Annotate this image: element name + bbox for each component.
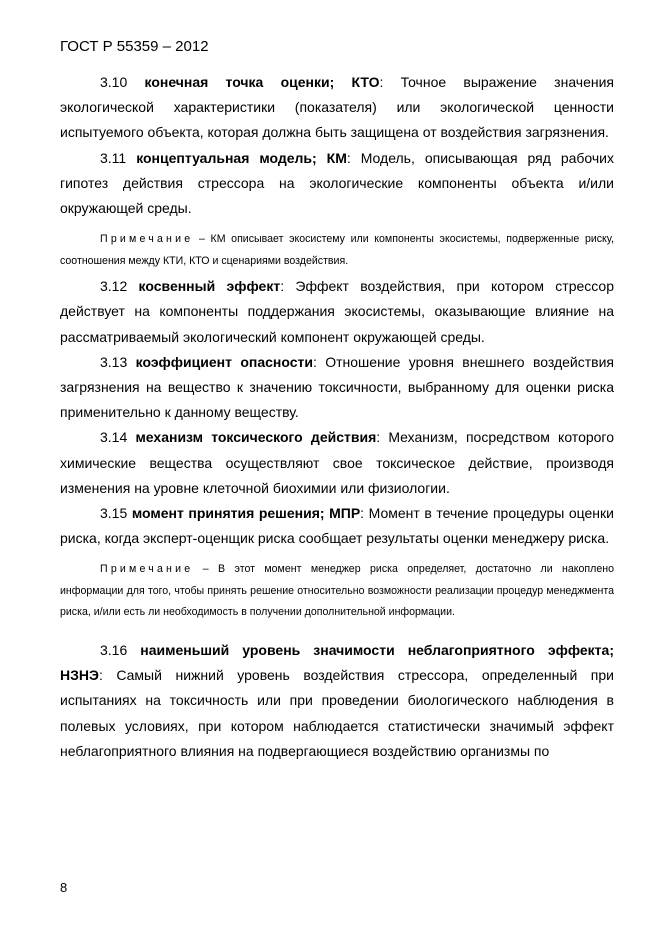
term-name: конечная точка оценки; КТО (144, 74, 380, 90)
term-entry-3-15 (60, 501, 614, 551)
note-text: – КМ описывает экосистему или компоненты экосистемы, подверженные риску, соотношения между КТИ, КТО и сценариями воздействия. (60, 233, 614, 267)
page-number: 8 (60, 880, 68, 895)
note-2 (60, 559, 614, 624)
term-entry-3-16 (60, 638, 614, 764)
note-label: Примечание (100, 563, 194, 576)
document-body (60, 70, 614, 764)
term-entry-3-11 (60, 146, 614, 222)
note-label: Примечание (100, 233, 194, 246)
term-entry-3-14 (60, 425, 614, 501)
term-entry-3-10 (60, 70, 614, 146)
term-number: 3.13 (100, 353, 128, 370)
term-definition: : Отношение уровня внешнего воздействия загрязнения на вещество к значению токсичности, выбранному для оценки риска применительно к данному веществу. (60, 353, 615, 421)
term-entry-3-13 (60, 350, 614, 426)
term-number: 3.16 (100, 641, 128, 658)
term-definition: : Самый нижний уровень воздействия стрессора, определенный при испытаниях на токсичность или при проведении биологического наблюдения в полевых условиях, при котором наблюдается статистически значимый эффект неблагоприятного влияния на подвергающиеся воздействию организмы по (60, 667, 614, 759)
term-number: 3.11 (100, 149, 127, 166)
term-definition: : Эффект воздействия, при котором стрессор действует на компоненты поддержания экосистемы, оказывающие влияние на рассматриваемый экологический компонент окружающей среды. (60, 278, 614, 345)
term-definition: : Механизм, посредством которого химические вещества осуществляют свое токсическое действие, производя изменения на уровне клеточной биохимии или физиологии. (60, 429, 615, 496)
term-entry-3-12 (60, 274, 614, 350)
term-name: момент принятия решения; МПР (131, 505, 361, 522)
term-name: коэффициент опасности (135, 353, 313, 370)
note-1 (60, 229, 614, 272)
term-definition: : Точное выражение значения экологической характеристики (показателя) или экологической ценности испытуемого объекта, которая должна быть защищена от воздействия загрязнения. (60, 74, 615, 141)
term-name: косвенный эффект (138, 278, 281, 295)
term-definition: : Момент в течение процедуры оценки риска, когда эксперт-оценщик риска сообщает результаты оценки менеджеру риска. (60, 505, 614, 547)
term-name: концептуальная модель; КМ (136, 149, 347, 166)
note-text: – В этот момент менеджер риска определяет, достаточно ли накоплено информации для того, чтобы принять решение относительно возможности реализации процедур менеджмента риска, и/или есть ли необходимость в получении дополнительной информации. (60, 563, 614, 619)
document-header: ГОСТ Р 55359 – 2012 (60, 38, 209, 55)
term-name: механизм токсического действия (135, 429, 377, 446)
term-number: 3.15 (100, 505, 128, 522)
term-number: 3.12 (100, 278, 128, 295)
term-name: наименьший уровень значимости неблагоприятного эффекта; НЗНЭ (60, 641, 614, 684)
term-number: 3.14 (100, 429, 128, 446)
term-number: 3.10 (100, 74, 128, 90)
term-definition: : Модель, описывающая ряд рабочих гипотез действия стрессора на экологические компоненты объекта и/или окружающей среды. (60, 149, 615, 217)
